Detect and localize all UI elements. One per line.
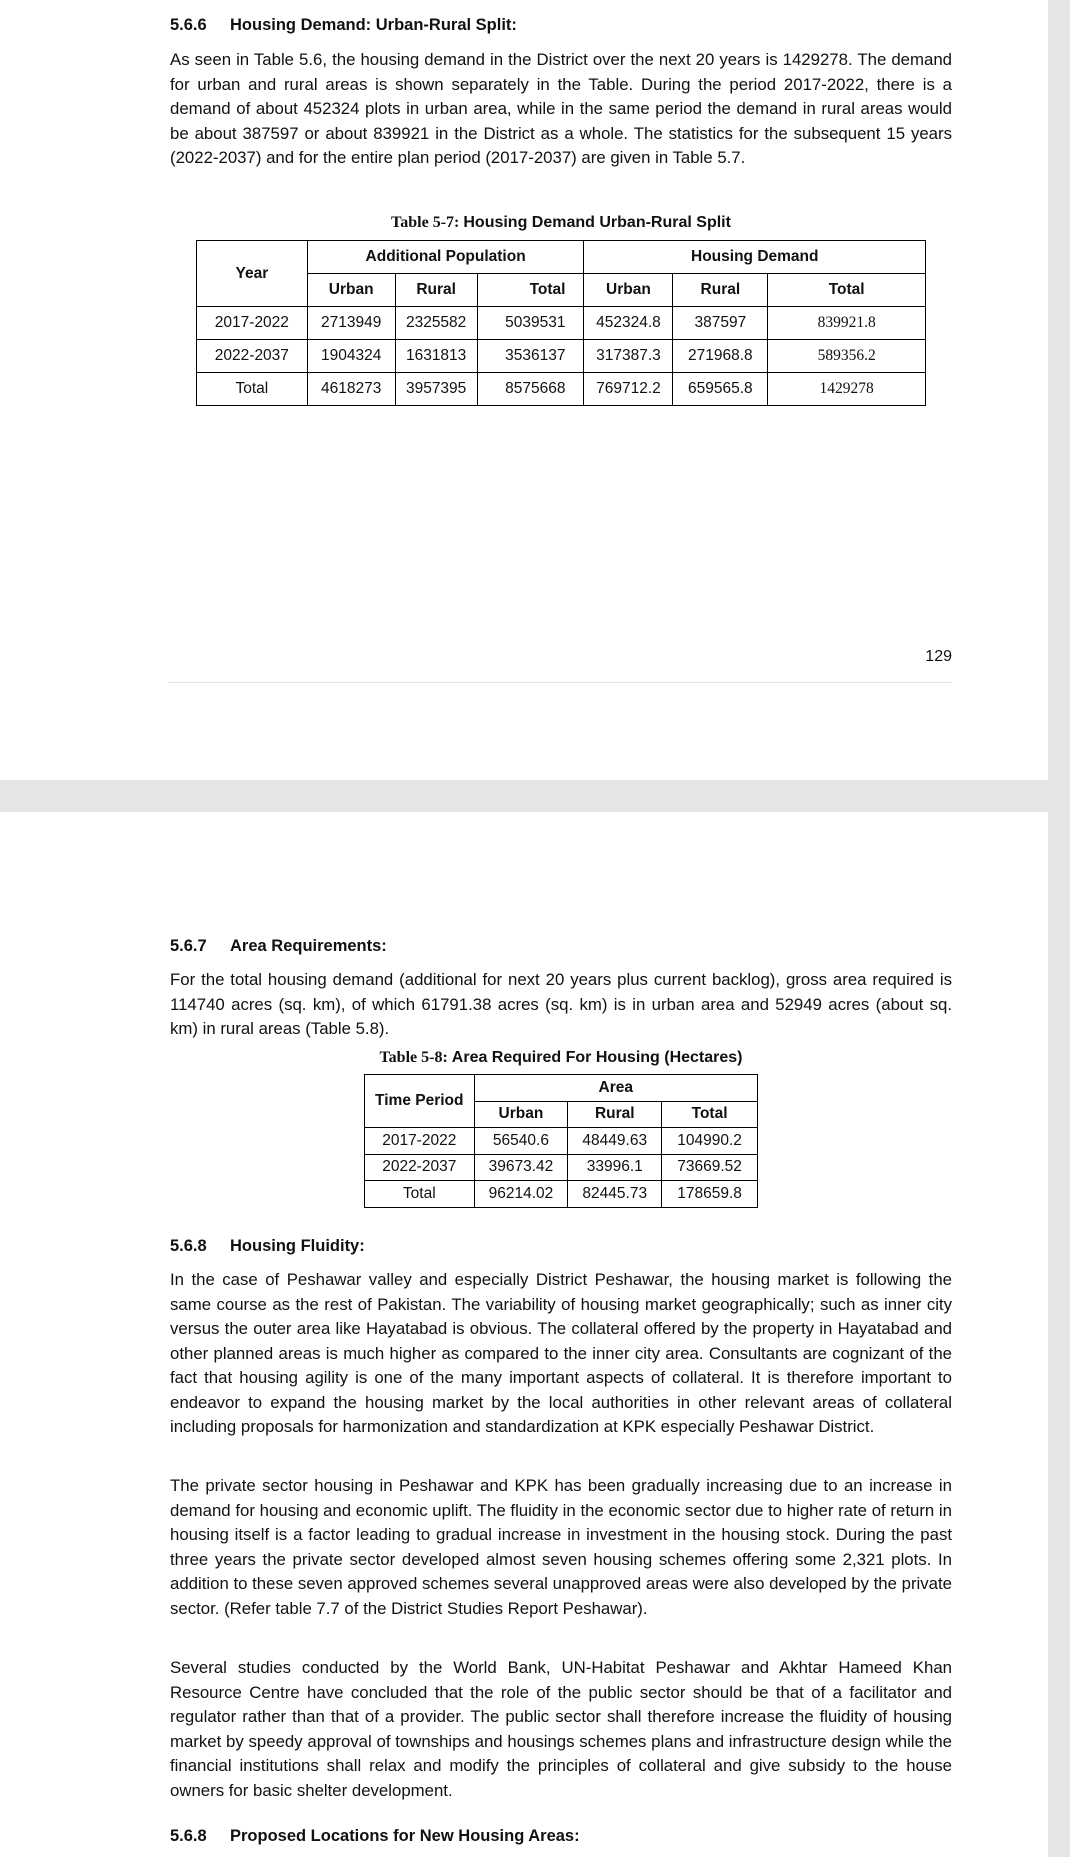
paragraph-housing-fluidity-3: Several studies conducted by the World Bank, UN-Habitat Peshawar and Akhtar Hameed Khan Resource Centre have concluded that the role of the public sector should be that of a facilitator and regulator rather than that of a provider. The public sector shall therefore increase the fluidity of housing market by speedy approval of townships and housings schemes plans and infrastructure design while the financial institutions shall relax and modify the principles of collateral and give subsidy to the house owners for basic shelter development. (170, 1658, 952, 1800)
table-cell: 5039531 (477, 307, 584, 340)
caption-text: Area Required For Housing (Hectares) (451, 1049, 743, 1066)
section-number: 5.6.6 (170, 16, 207, 34)
table-cell: 2017-2022 (365, 1128, 475, 1155)
subheader-cell: Urban (474, 1101, 568, 1128)
table-header-row (197, 241, 926, 274)
table-5-7-caption (196, 214, 926, 232)
section-number: 5.6.7 (170, 937, 207, 955)
table-row (197, 373, 926, 406)
page-number: 129 (925, 648, 952, 665)
table-cell: Total (365, 1181, 475, 1208)
table-cell: 387597 (673, 307, 768, 340)
section-title: Area Requirements: (230, 937, 387, 955)
table-cell: 33996.1 (568, 1154, 662, 1181)
header-time-period: Time Period (365, 1075, 475, 1128)
header-housing-demand: Housing Demand (584, 241, 926, 274)
table-cell: 589356.2 (768, 340, 926, 373)
header-year: Year (197, 241, 308, 307)
table-cell: 4618273 (307, 373, 395, 406)
scroll-gutter (1048, 812, 1070, 1857)
subheader-cell: Total (662, 1101, 758, 1128)
section-number: 5.6.8 (170, 1827, 207, 1845)
header-area: Area (474, 1075, 757, 1102)
table-row (365, 1128, 758, 1155)
subheader-cell: Rural (395, 274, 477, 307)
table-cell: 769712.2 (584, 373, 673, 406)
caption-text: Housing Demand Urban-Rural Split (463, 214, 731, 231)
section-number: 5.6.8 (170, 1237, 207, 1255)
table-cell: 96214.02 (474, 1181, 568, 1208)
section-title: Housing Demand: Urban-Rural Split: (230, 16, 517, 34)
caption-label: Table 5-7: (391, 214, 460, 231)
paragraph-housing-fluidity-1: In the case of Peshawar valley and especially District Peshawar, the housing market is following the same course as the rest of Pakistan. The variability of housing market geographically; such as inner city versus the outer area like Hayatabad is obvious. The collateral offered by the property in Hayatabad and other planned areas is much higher as compared to the inner city area. Consultants are cognizant of the fact that housing agility is one of the many important aspects of collateral. It is therefore important to endeavor to expand the housing market by the local authorities in other relevant areas of collateral including proposals for harmonization and standardization at KPK especially Peshawar District. (170, 1270, 952, 1436)
table-cell: 452324.8 (584, 307, 673, 340)
table-cell: 1904324 (307, 340, 395, 373)
table-cell: 2022-2037 (365, 1154, 475, 1181)
scroll-gutter (1048, 0, 1070, 780)
section-heading-5-6-8 (170, 1237, 952, 1256)
section-heading-5-6-6 (170, 16, 952, 35)
table-cell: 178659.8 (662, 1181, 758, 1208)
table-row (365, 1181, 758, 1208)
table-cell: 73669.52 (662, 1154, 758, 1181)
table-cell: 2017-2022 (197, 307, 308, 340)
table-cell: 317387.3 (584, 340, 673, 373)
section-heading-5-6-7 (170, 937, 952, 956)
table-cell: 8575668 (477, 373, 584, 406)
section-title: Housing Fluidity: (230, 1237, 365, 1255)
table-row (365, 1154, 758, 1181)
table-header-row (365, 1075, 758, 1102)
table-cell: 48449.63 (568, 1128, 662, 1155)
subheader-cell: Total (768, 274, 926, 307)
subheader-cell: Urban (584, 274, 673, 307)
section-heading-5-6-8-locations (170, 1827, 952, 1846)
table-5-8-caption (364, 1049, 758, 1067)
table-row (197, 307, 926, 340)
footer-rule (168, 682, 952, 683)
table-cell: 659565.8 (673, 373, 768, 406)
subheader-cell: Rural (673, 274, 768, 307)
table-cell: 82445.73 (568, 1181, 662, 1208)
table-cell: 104990.2 (662, 1128, 758, 1155)
table-cell: 2713949 (307, 307, 395, 340)
header-additional-population: Additional Population (307, 241, 584, 274)
table-cell: 271968.8 (673, 340, 768, 373)
table-cell: 56540.6 (474, 1128, 568, 1155)
section-title: Proposed Locations for New Housing Areas: (230, 1827, 580, 1845)
table-cell: Total (197, 373, 308, 406)
table-cell: 1631813 (395, 340, 477, 373)
subheader-cell: Urban (307, 274, 395, 307)
table-cell: 2022-2037 (197, 340, 308, 373)
subheader-cell: Rural (568, 1101, 662, 1128)
table-cell: 3536137 (477, 340, 584, 373)
table-cell: 39673.42 (474, 1154, 568, 1181)
subheader-cell: Total (477, 274, 584, 307)
table-cell: 3957395 (395, 373, 477, 406)
paragraph-area-requirements: For the total housing demand (additional for next 20 years plus current backlog), gross area required is 114740 acres (sq. km), of which 61791.38 acres (sq. km) is in urban area and 52949 acres (about sq. km) in rural areas (Table 5.8). (170, 970, 952, 1038)
paragraph-housing-demand: As seen in Table 5.6, the housing demand in the District over the next 20 years is 1429278. The demand for urban and rural areas is shown separately in the Table. During the period 2017-2022, there is a demand of about 452324 plots in urban area, while in the same period the demand in rural areas would be about 387597 or about 839921 in the District as a whole. The statistics for the subsequent 15 years (2022-2037) and for the entire plan period (2017-2037) are given in Table 5.7. (170, 50, 952, 167)
table-cell: 839921.8 (768, 307, 926, 340)
table-cell: 1429278 (768, 373, 926, 406)
paragraph-housing-fluidity-2: The private sector housing in Peshawar and KPK has been gradually increasing due to an increase in demand for housing and economic uplift. The fluidity in the economic sector due to higher rate of return in housing itself is a factor leading to gradual increase in investment in the housing stock. During the past three years the private sector developed almost seven housing schemes offering some 2,321 plots. In addition to these seven approved schemes several unapproved areas were also developed by the private sector. (Refer table 7.7 of the District Studies Report Peshawar). (170, 1476, 952, 1618)
table-row (197, 340, 926, 373)
table-5-8 (364, 1074, 758, 1208)
caption-label: Table 5-8: (379, 1049, 448, 1066)
table-5-7 (196, 240, 926, 406)
table-cell: 2325582 (395, 307, 477, 340)
